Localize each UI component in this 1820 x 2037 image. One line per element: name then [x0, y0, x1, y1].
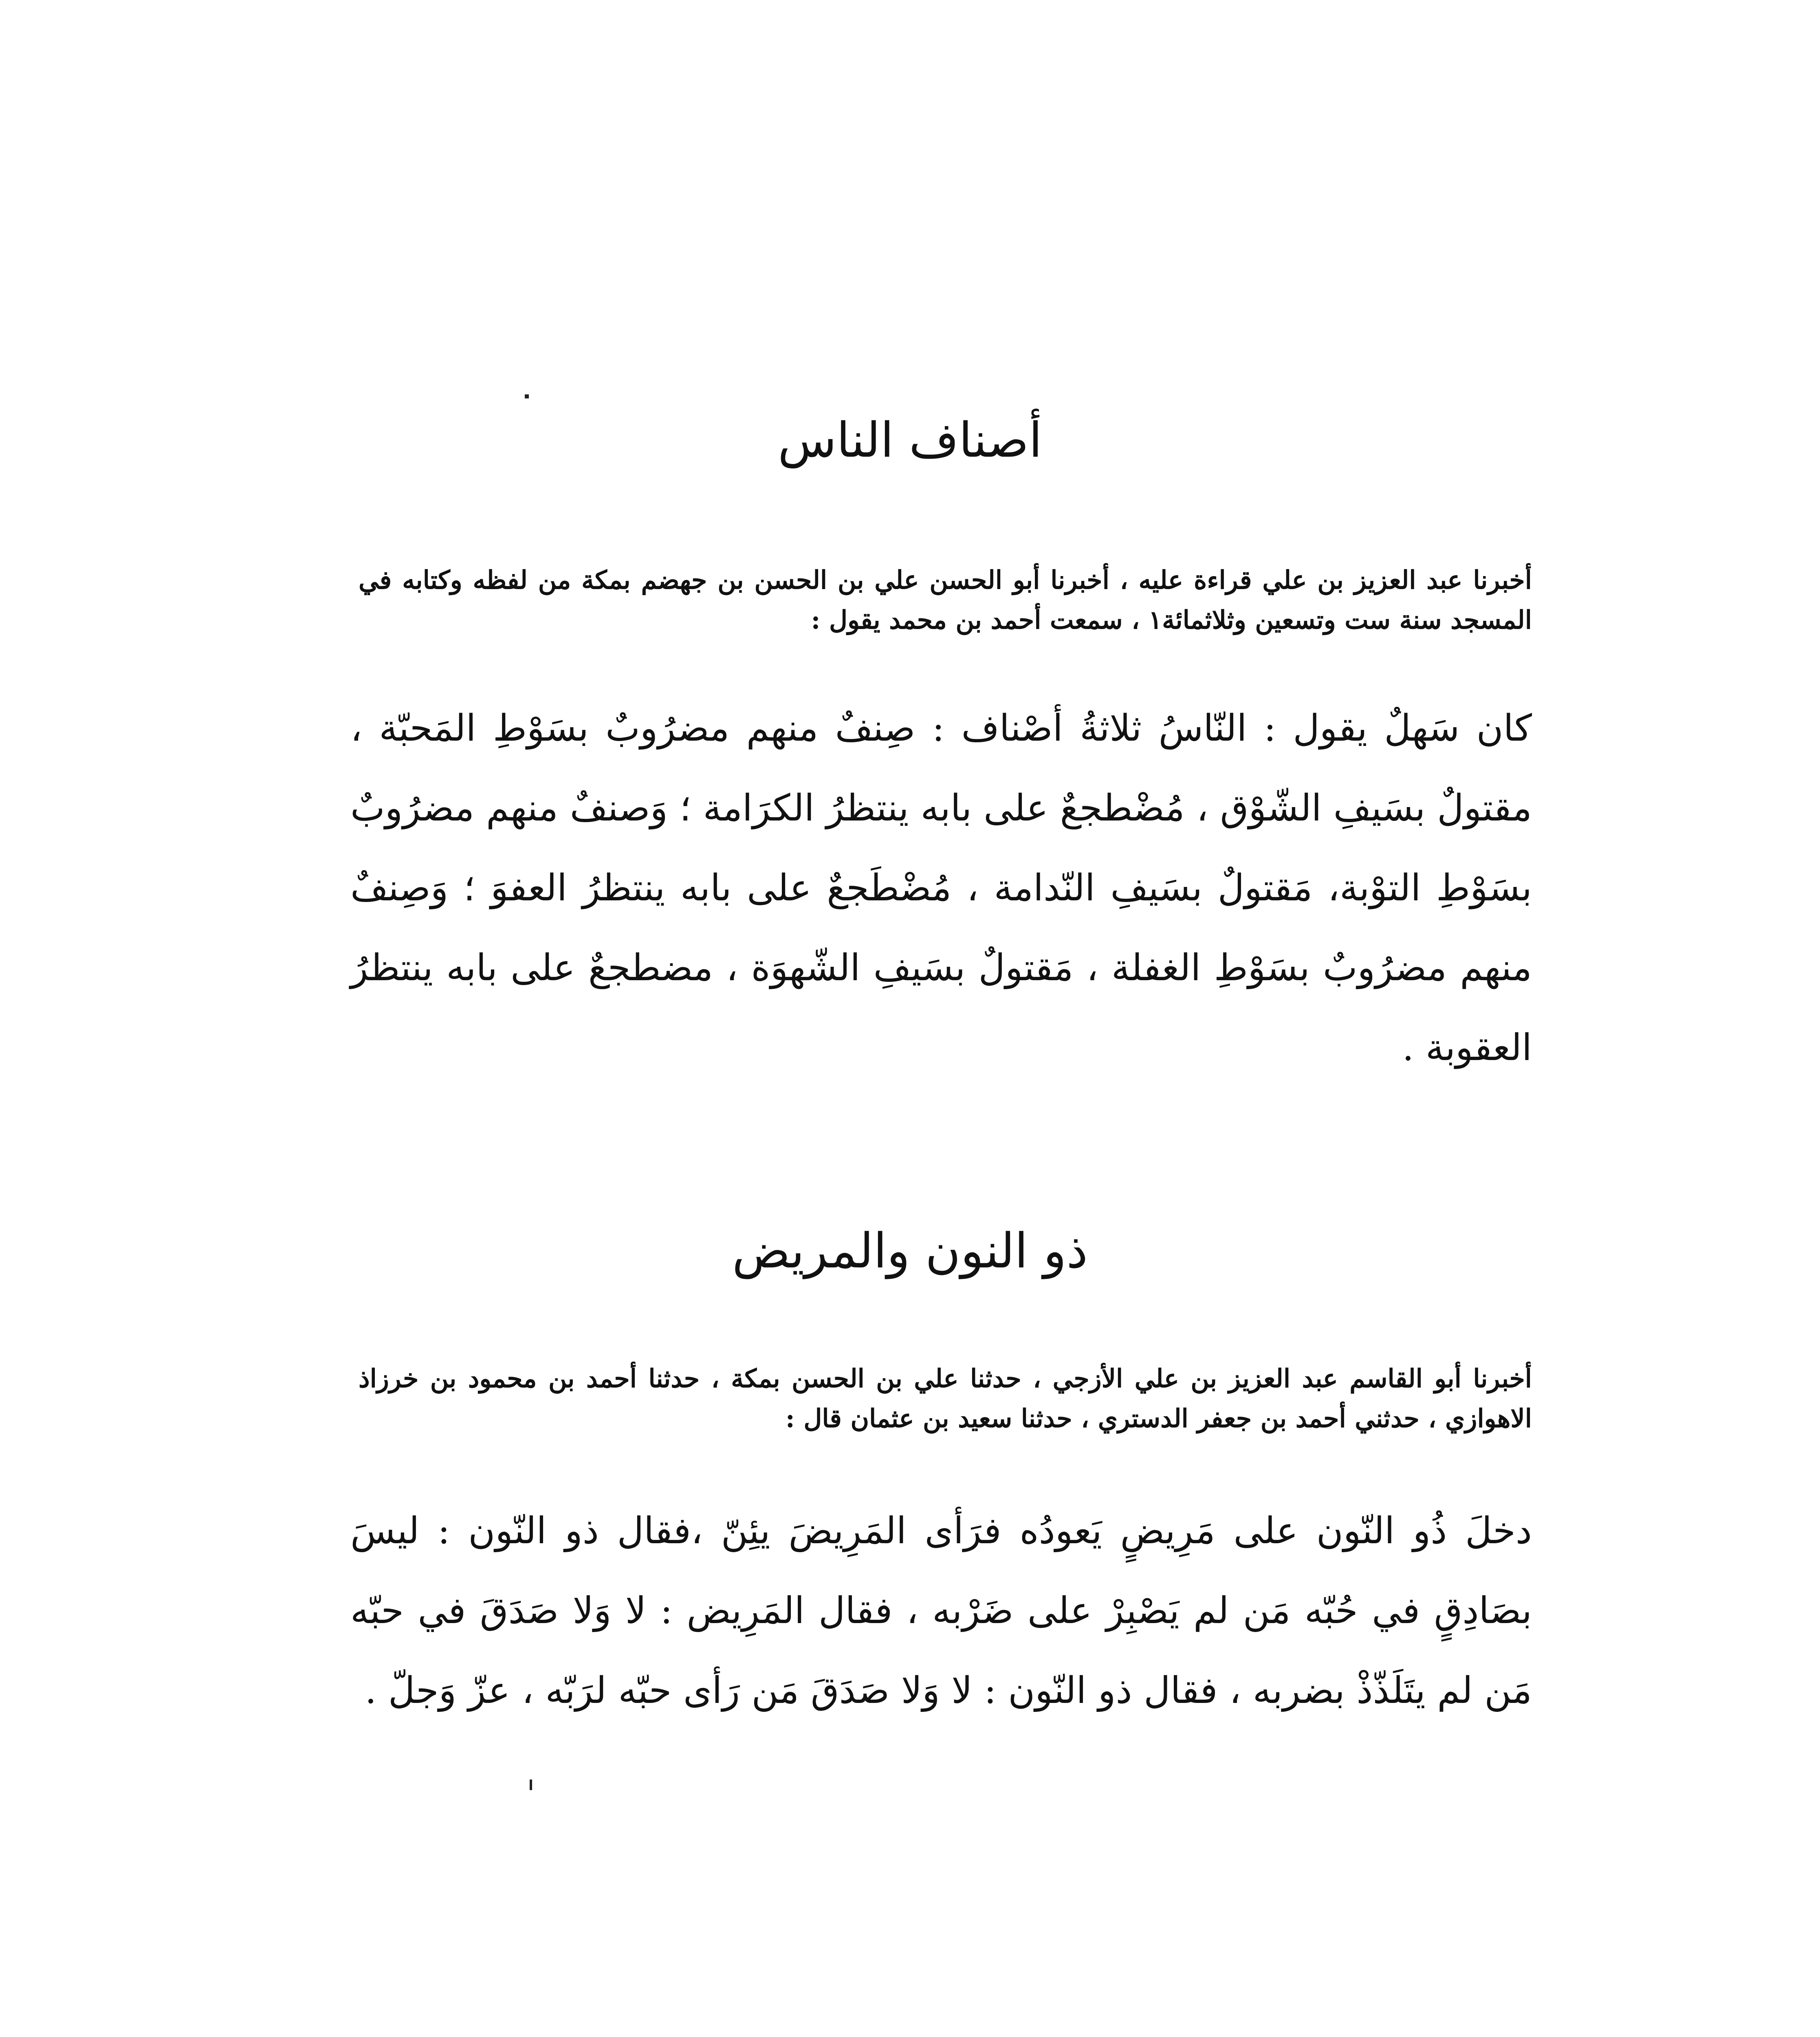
print-speck [525, 394, 529, 398]
body-paragraph-1: كان سَهلٌ يقول : النّاسُ ثلاثةُ أصْناف : صِنفٌ منهم مضرُوبٌ بسَوْطِ المَحبّة ، مقتولٌ بسَيفِ الشّوْق ، مُضْطجعٌ على بابه ينتظرُ الكرَامة ؛ وَصنفٌ منهم مضرُوبٌ بسَوْطِ التوْبة، مَقتولٌ بسَيفِ النّدامة ، مُضْطَجعٌ على بابه ينتظرُ العفوَ ؛ وَصِنفٌ منهم مضرُوبٌ بسَوْطِ الغفلة ، مَقتولٌ بسَيفِ الشّهوَة ، مضطجعٌ على بابه ينتظرُ العقوبة . [350, 707, 1532, 1069]
isnad-chain-2: أخبرنا أبو القاسم عبد العزيز بن علي الأزجي ، حدثنا علي بن الحسن بمكة ، حدثنا أحمد بن محمود بن خرزاذ الاهوازي ، حدثني أحمد بن جعفر الدستري ، حدثنا سعيد بن عثمان قال : [359, 1364, 1532, 1433]
isnad-chain-1: أخبرنا عبد العزيز بن علي قراءة عليه ، أخبرنا أبو الحسن علي بن الحسن بن جهضم بمكة من لفظه وكتابه في المسجد سنة ست وتسعين وثلاثمائة١ ، سمعت أحمد بن محمد يقول : [359, 565, 1532, 635]
section-title-categories-of-people: أصناف الناس [778, 412, 1042, 468]
section-title-dhu-al-nun-and-the-sick: ذو النون والمريض [732, 1223, 1088, 1279]
print-speck [530, 1780, 532, 1790]
body-paragraph-2: دخلَ ذُو النّون على مَرِيضٍ يَعودُه فرَأى المَرِيضَ يئِنّ ،فقال ذو النّون : ليسَ بصَادِقٍ في حُبّه مَن لم يَصْبِرْ على ضَرْبه ، فقال المَرِيض : لا وَلا صَدَقَ في حبّه مَن لم يتَلَذّذْ بضربه ، فقال ذو النّون : لا وَلا صَدَقَ مَن رَأى حبّه لرَبّه ، عزّ وَجلّ . [350, 1509, 1532, 1712]
